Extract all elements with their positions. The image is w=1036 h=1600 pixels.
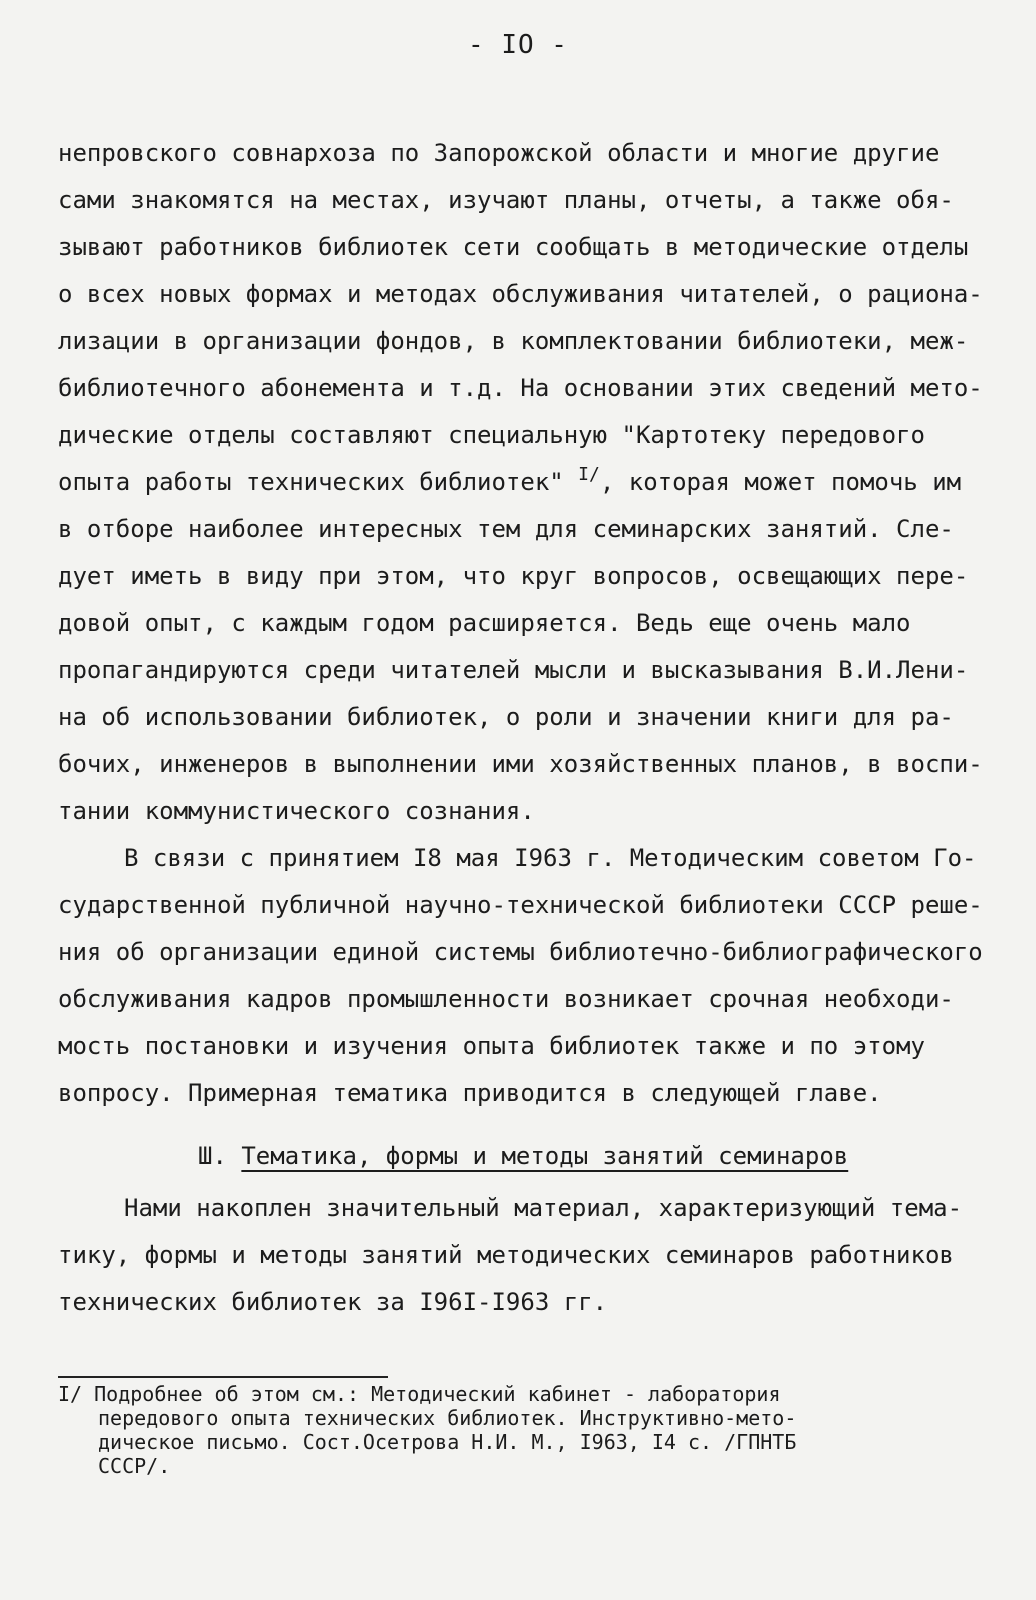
section-heading — [58, 1127, 978, 1185]
footnote-reference[interactable]: I/ — [578, 464, 600, 485]
text-fragment: опыта работы технических библиотек" — [58, 468, 579, 496]
footnote-mark: I/ — [58, 1382, 83, 1406]
footnote-line: дическое письмо. Сост.Осетрова Н.И. М., I963, I4 с. /ГПНТБ — [98, 1430, 797, 1454]
footnote-line — [58, 1382, 988, 1406]
text-line: тику, формы и методы занятий методических семинаров работников — [58, 1241, 954, 1269]
text-line: зывают работников библиотек сети сообщать в методические отделы — [58, 233, 969, 261]
text-line-with-footnote-ref — [58, 459, 978, 506]
text-line: В связи с принятием I8 мая I963 г. Методическим советом Го- — [124, 844, 977, 872]
text-line: библиотечного абонемента и т.д. На основании этих сведений мето- — [58, 374, 983, 402]
text-line: мость постановки и изучения опыта библиотек также и по этому — [58, 1032, 925, 1060]
page-number: - IO - — [468, 30, 568, 60]
text-line: сударственной публичной научно-технической библиотеки СССР реше- — [58, 891, 983, 919]
text-line: на об использовании библиотек, о роли и значении книги для ра- — [58, 703, 954, 731]
text-line: вопросу. Примерная тематика приводится в следующей главе. — [58, 1079, 882, 1107]
footnote-line: СССР/. — [98, 1454, 171, 1478]
text-line: непровского совнархоза по Запорожской области и многие другие — [58, 139, 940, 167]
text-line: сами знакомятся на местах, изучают планы, отчеты, а также обя- — [58, 186, 954, 214]
text-fragment: , которая может помочь им — [599, 468, 962, 496]
section-number: Ш. — [198, 1142, 227, 1170]
text-line: довой опыт, с каждым годом расширяется. Ведь еще очень мало — [58, 609, 911, 637]
footnote-text: Подробнее об этом см.: Методический кабинет - лаборатория — [94, 1382, 781, 1406]
text-line: технических библиотек за I96I-I963 гг. — [58, 1288, 608, 1316]
text-line: Нами накоплен значительный материал, характеризующий тема- — [124, 1194, 963, 1222]
text-line: обслуживания кадров промышленности возникает срочная необходи- — [58, 985, 954, 1013]
text-line: ния об организации единой системы библиотечно-библиографического — [58, 938, 983, 966]
footnote — [58, 1382, 988, 1478]
text-line: о всех новых формах и методах обслуживания читателей, о рациона- — [58, 280, 983, 308]
text-line: дует иметь в виду при этом, что круг вопросов, освещающих пере- — [58, 562, 969, 590]
text-line: пропагандируются среди читателей мысли и высказывания В.И.Лени- — [58, 656, 969, 684]
footnote-divider — [58, 1376, 388, 1378]
body-text — [58, 130, 983, 1326]
text-line: в отборе наиболее интересных тем для семинарских занятий. Сле- — [58, 515, 954, 543]
text-line: лизации в организации фондов, в комплектовании библиотеки, меж- — [58, 327, 969, 355]
text-line: тании коммунистического сознания. — [58, 797, 535, 825]
section-title: Тематика, формы и методы занятий семинаров — [241, 1142, 849, 1170]
text-line: дические отделы составляют специальную "Картотеку передового — [58, 421, 925, 449]
footnote-line: передового опыта технических библиотек. Инструктивно-мето- — [98, 1406, 797, 1430]
text-line: бочих, инженеров в выполнении ими хозяйственных планов, в воспи- — [58, 750, 983, 778]
